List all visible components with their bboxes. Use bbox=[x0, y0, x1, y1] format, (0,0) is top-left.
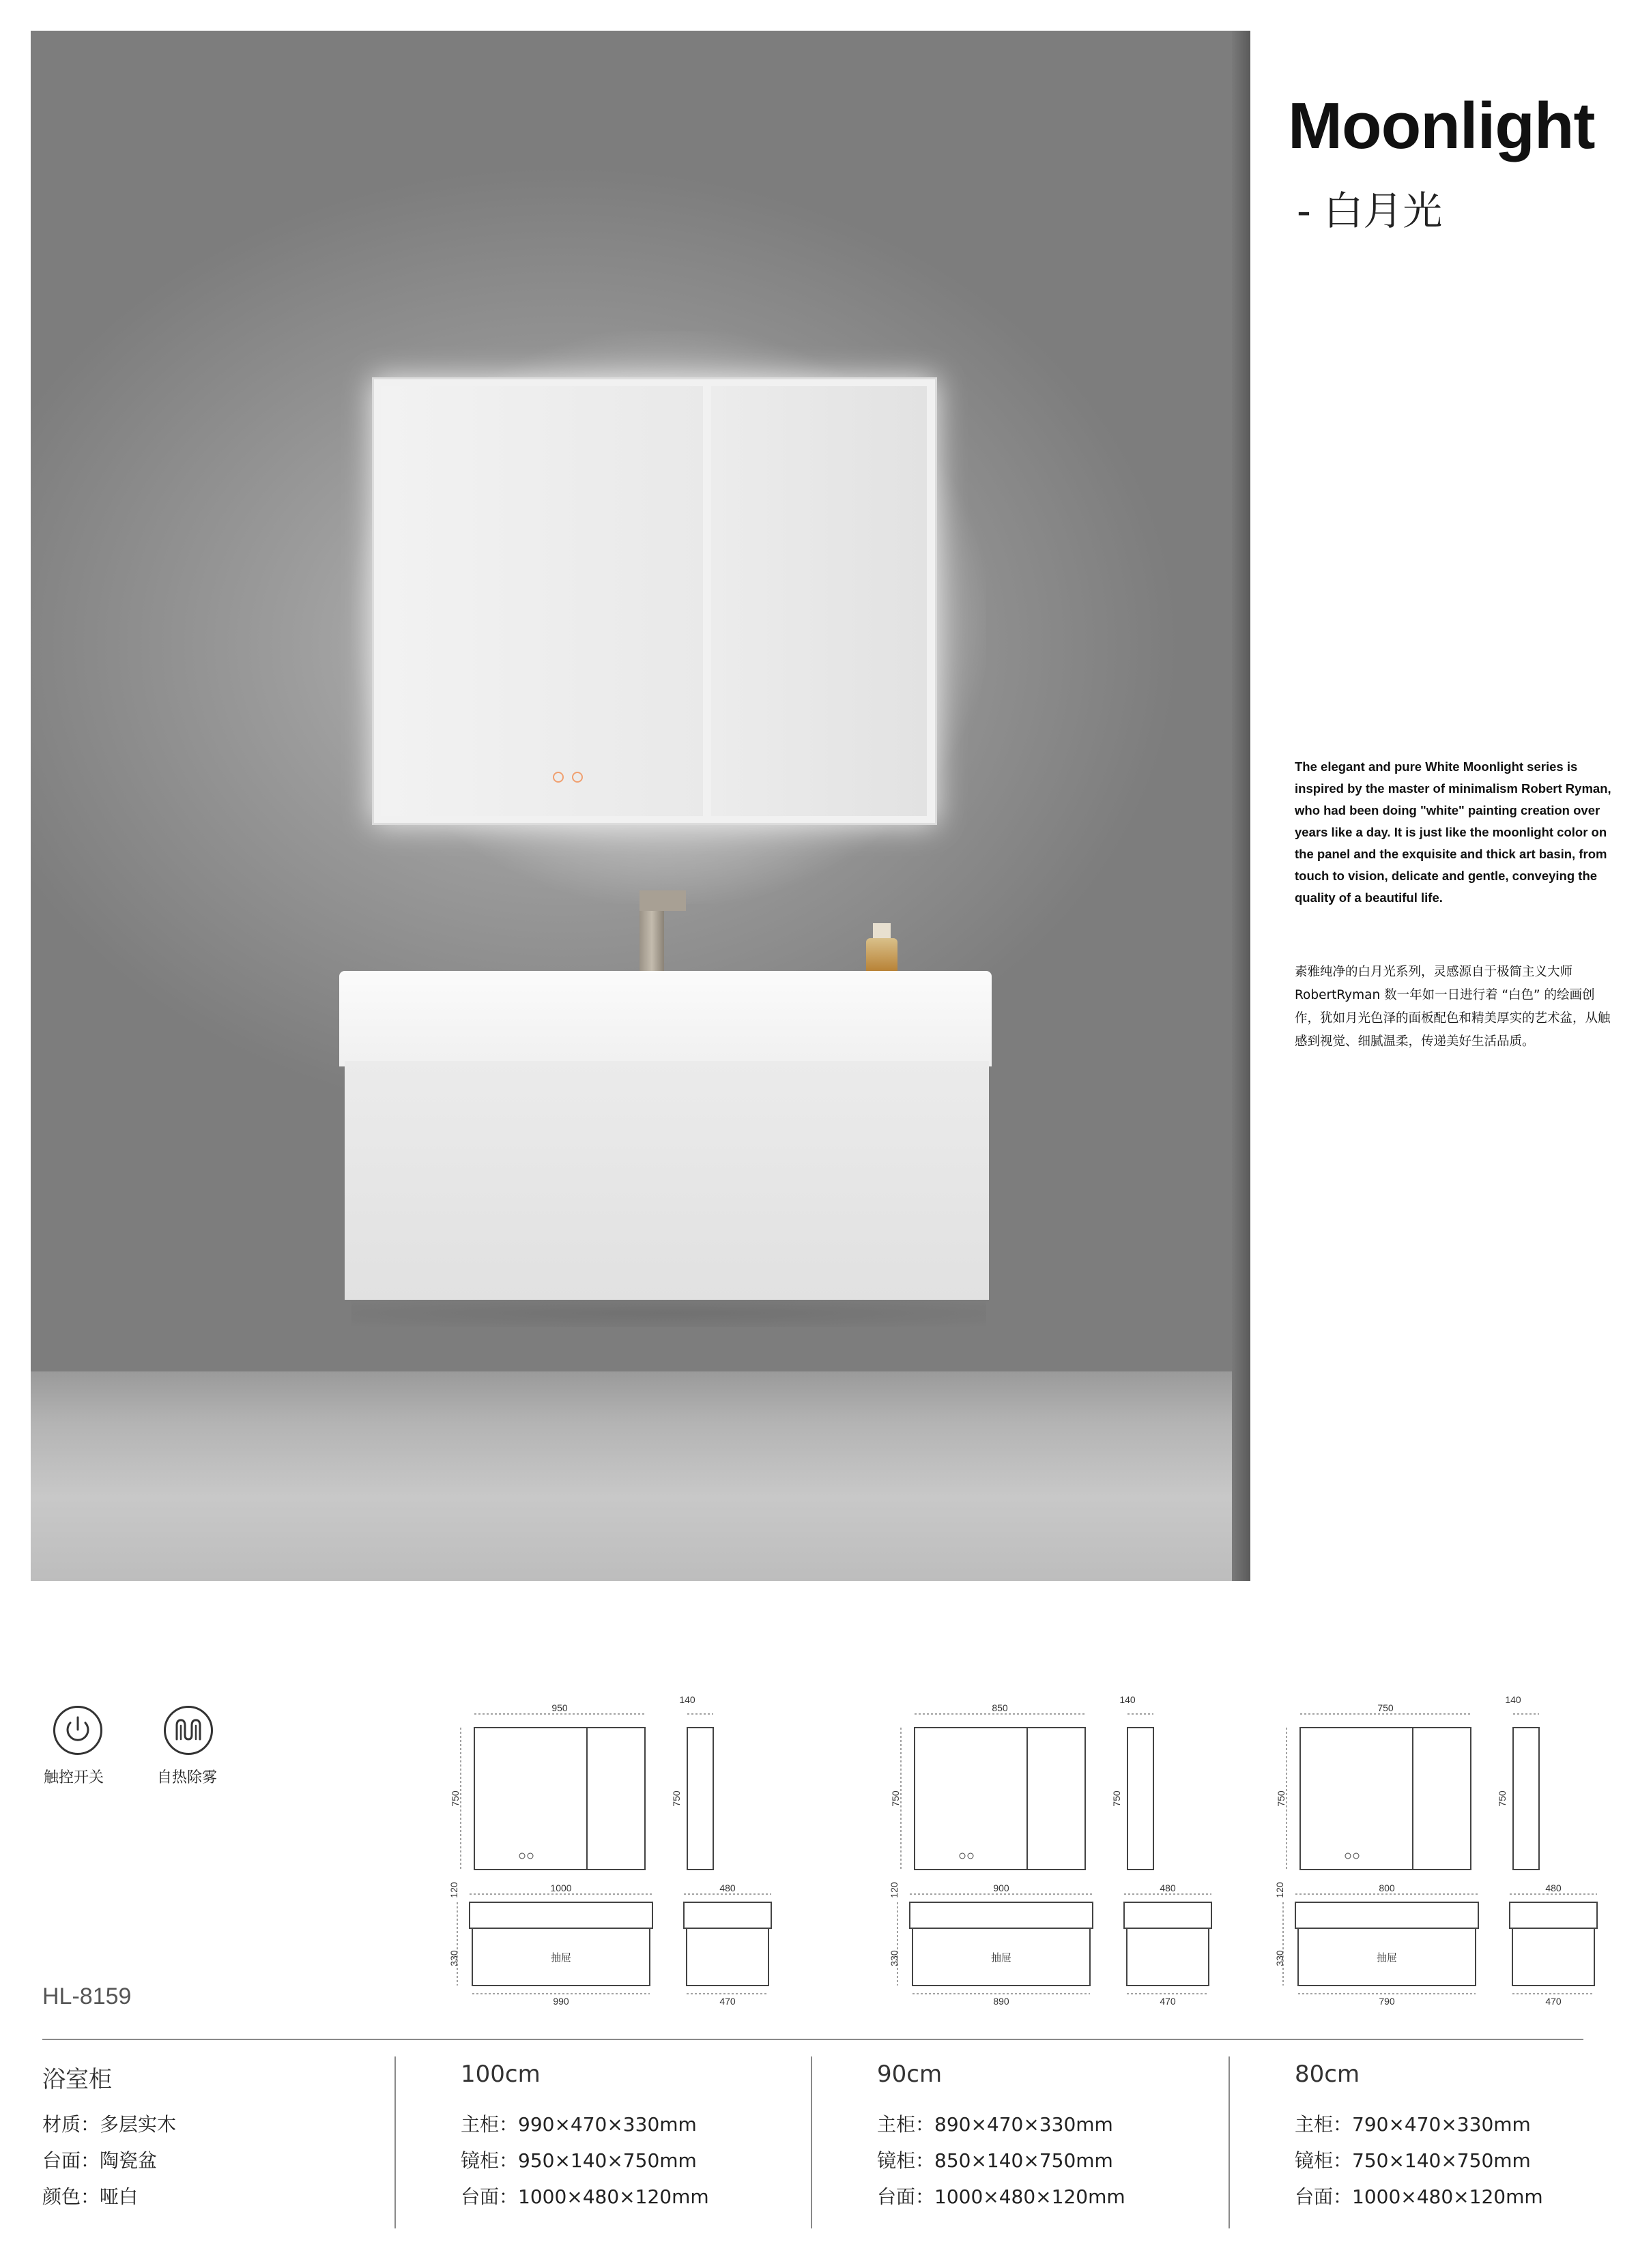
counter-front-outline bbox=[910, 1902, 1093, 1928]
cabinet-side-outline bbox=[687, 1928, 768, 1986]
defog-dot-icon bbox=[968, 1853, 973, 1859]
counter-side-outline bbox=[684, 1902, 771, 1928]
dim-mirror-height-side: 750 bbox=[671, 1790, 682, 1807]
dim-counter-depth: 480 bbox=[1545, 1882, 1562, 1893]
mirror-door-left bbox=[381, 386, 703, 816]
wall-edge bbox=[1232, 31, 1250, 1581]
counter-side-outline bbox=[1124, 1902, 1211, 1928]
dim-counter-depth: 480 bbox=[1160, 1882, 1176, 1893]
mirror-side-outline bbox=[687, 1728, 713, 1870]
size-90-counter: 台面：1000×480×120mm bbox=[877, 2185, 1125, 2208]
floor bbox=[31, 1371, 1250, 1581]
touch-dot-icon bbox=[1345, 1853, 1351, 1859]
dim-mirror-depth: 140 bbox=[679, 1694, 695, 1705]
dim-cabinet-width: 890 bbox=[993, 1996, 1009, 2007]
divider bbox=[42, 2039, 1583, 2040]
model-number: HL-8159 bbox=[42, 1983, 132, 2009]
description-english: The elegant and pure White Moonlight series is inspired by the master of minimalism Robert Ryman, who had been doing "white" painting creation over years like a day. It is just like the moonlight color on the panel and the exquisite and thick art basin, from touch to vision, delicate and gentle, conveying the quality of a beautiful life. bbox=[1295, 759, 1611, 905]
dim-counter-width: 1000 bbox=[550, 1882, 572, 1893]
dim-mirror-depth: 140 bbox=[1119, 1694, 1136, 1705]
drawing-svg bbox=[1269, 1685, 1611, 2006]
size-80-mirror: 镜柜：750×140×750mm bbox=[1295, 2149, 1531, 2172]
perfume-bottle-cap bbox=[873, 923, 891, 940]
drawing-svg bbox=[884, 1685, 1225, 2006]
drawer-label: 抽屉 bbox=[550, 1951, 572, 1964]
dim-mirror-width: 850 bbox=[992, 1702, 1008, 1713]
dim-cabinet-depth: 470 bbox=[1545, 1996, 1562, 2007]
spec-counter: 台面：陶瓷盆 bbox=[42, 2149, 158, 2172]
product-photo bbox=[31, 31, 1250, 1581]
spec-material: 材质：多层实木 bbox=[42, 2113, 177, 2136]
dim-counter-width: 800 bbox=[1379, 1882, 1395, 1893]
size-80-counter: 台面：1000×480×120mm bbox=[1295, 2185, 1543, 2208]
technical-drawing-90cm bbox=[884, 1685, 1225, 2006]
faucet-handle bbox=[640, 890, 686, 911]
size-100-counter: 台面：1000×480×120mm bbox=[461, 2185, 709, 2208]
dim-mirror-height: 750 bbox=[450, 1790, 461, 1807]
power-icon bbox=[53, 1706, 102, 1755]
dim-mirror-width: 950 bbox=[551, 1702, 568, 1713]
cabinet-side-outline bbox=[1512, 1928, 1594, 1986]
product-subtitle: - 白月光 bbox=[1297, 188, 1443, 234]
mirror-side-outline bbox=[1127, 1728, 1153, 1870]
touch-dot-icon bbox=[960, 1853, 965, 1859]
size-80-main: 主柜：790×470×330mm bbox=[1295, 2113, 1531, 2136]
dim-mirror-height-side: 750 bbox=[1111, 1790, 1122, 1807]
dim-counter-height: 120 bbox=[1274, 1882, 1285, 1898]
column-separator bbox=[394, 2056, 396, 2228]
size-80-heading: 80cm bbox=[1295, 2061, 1360, 2088]
size-90-heading: 90cm bbox=[877, 2061, 943, 2088]
mirror-front-outline bbox=[1300, 1728, 1471, 1870]
column-separator bbox=[811, 2056, 812, 2228]
technical-drawing-100cm bbox=[444, 1685, 785, 2006]
defog-button-icon bbox=[572, 772, 583, 783]
mirror-side-outline bbox=[1513, 1728, 1539, 1870]
dim-cabinet-height: 330 bbox=[448, 1950, 459, 1966]
column-separator bbox=[1228, 2056, 1230, 2228]
heat-wave-icon bbox=[164, 1706, 213, 1755]
product-title: Moonlight bbox=[1288, 89, 1595, 162]
size-100-mirror: 镜柜：950×140×750mm bbox=[461, 2149, 697, 2172]
drawer-label: 抽屉 bbox=[990, 1951, 1012, 1964]
vanity-cabinet bbox=[345, 1061, 989, 1300]
dim-cabinet-height: 330 bbox=[1274, 1950, 1285, 1966]
spec-color: 颜色：哑白 bbox=[42, 2185, 139, 2208]
touch-dot-icon bbox=[519, 1853, 525, 1859]
dim-counter-height: 120 bbox=[448, 1882, 459, 1898]
dim-cabinet-depth: 470 bbox=[1160, 1996, 1176, 2007]
dim-cabinet-width: 990 bbox=[553, 1996, 569, 2007]
mirror-front-outline bbox=[915, 1728, 1085, 1870]
feature-label-touch: 触控开关 bbox=[44, 1769, 104, 1786]
touch-button-icon bbox=[553, 772, 564, 783]
defog-dot-icon bbox=[1353, 1853, 1359, 1859]
mirror-cabinet bbox=[372, 377, 937, 825]
technical-drawing-80cm bbox=[1269, 1685, 1611, 2006]
mirror-front-outline bbox=[474, 1728, 645, 1870]
feature-label-defog: 自热除雾 bbox=[157, 1769, 218, 1786]
counter-side-outline bbox=[1510, 1902, 1597, 1928]
defog-dot-icon bbox=[528, 1853, 533, 1859]
dim-counter-width: 900 bbox=[993, 1882, 1009, 1893]
counter-front-outline bbox=[470, 1902, 652, 1928]
drawer-label: 抽屉 bbox=[1376, 1951, 1398, 1964]
dim-mirror-height-side: 750 bbox=[1497, 1790, 1508, 1807]
dim-counter-depth: 480 bbox=[719, 1882, 736, 1893]
dim-cabinet-height: 330 bbox=[889, 1950, 900, 1966]
perfume-bottle bbox=[866, 938, 897, 975]
counter-front-outline bbox=[1295, 1902, 1478, 1928]
dim-mirror-height: 750 bbox=[1276, 1790, 1287, 1807]
dim-mirror-depth: 140 bbox=[1505, 1694, 1521, 1705]
description-chinese: 素雅纯净的白月光系列，灵感源自于极简主义大师 RobertRyman 数一年如一日进行着 “白色” 的绘画创作，犹如月光色泽的面板配色和精美厚实的艺术盆，从触感到视觉、细腻温柔，传递美好生活品质。 bbox=[1295, 965, 1611, 1049]
ceramic-basin bbox=[339, 971, 992, 1066]
dim-mirror-height: 750 bbox=[890, 1790, 901, 1807]
dim-mirror-width: 750 bbox=[1377, 1702, 1394, 1713]
size-90-main: 主柜：890×470×330mm bbox=[877, 2113, 1113, 2136]
size-100-main: 主柜：990×470×330mm bbox=[461, 2113, 697, 2136]
size-100-heading: 100cm bbox=[461, 2061, 541, 2088]
cabinet-shadow bbox=[351, 1300, 986, 1327]
dim-cabinet-width: 790 bbox=[1379, 1996, 1395, 2007]
dim-counter-height: 120 bbox=[889, 1882, 900, 1898]
mirror-door-right bbox=[711, 386, 927, 816]
spec-category: 浴室柜 bbox=[42, 2066, 112, 2093]
dim-cabinet-depth: 470 bbox=[719, 1996, 736, 2007]
cabinet-side-outline bbox=[1127, 1928, 1209, 1986]
drawing-svg bbox=[444, 1685, 785, 2006]
size-90-mirror: 镜柜：850×140×750mm bbox=[877, 2149, 1113, 2172]
